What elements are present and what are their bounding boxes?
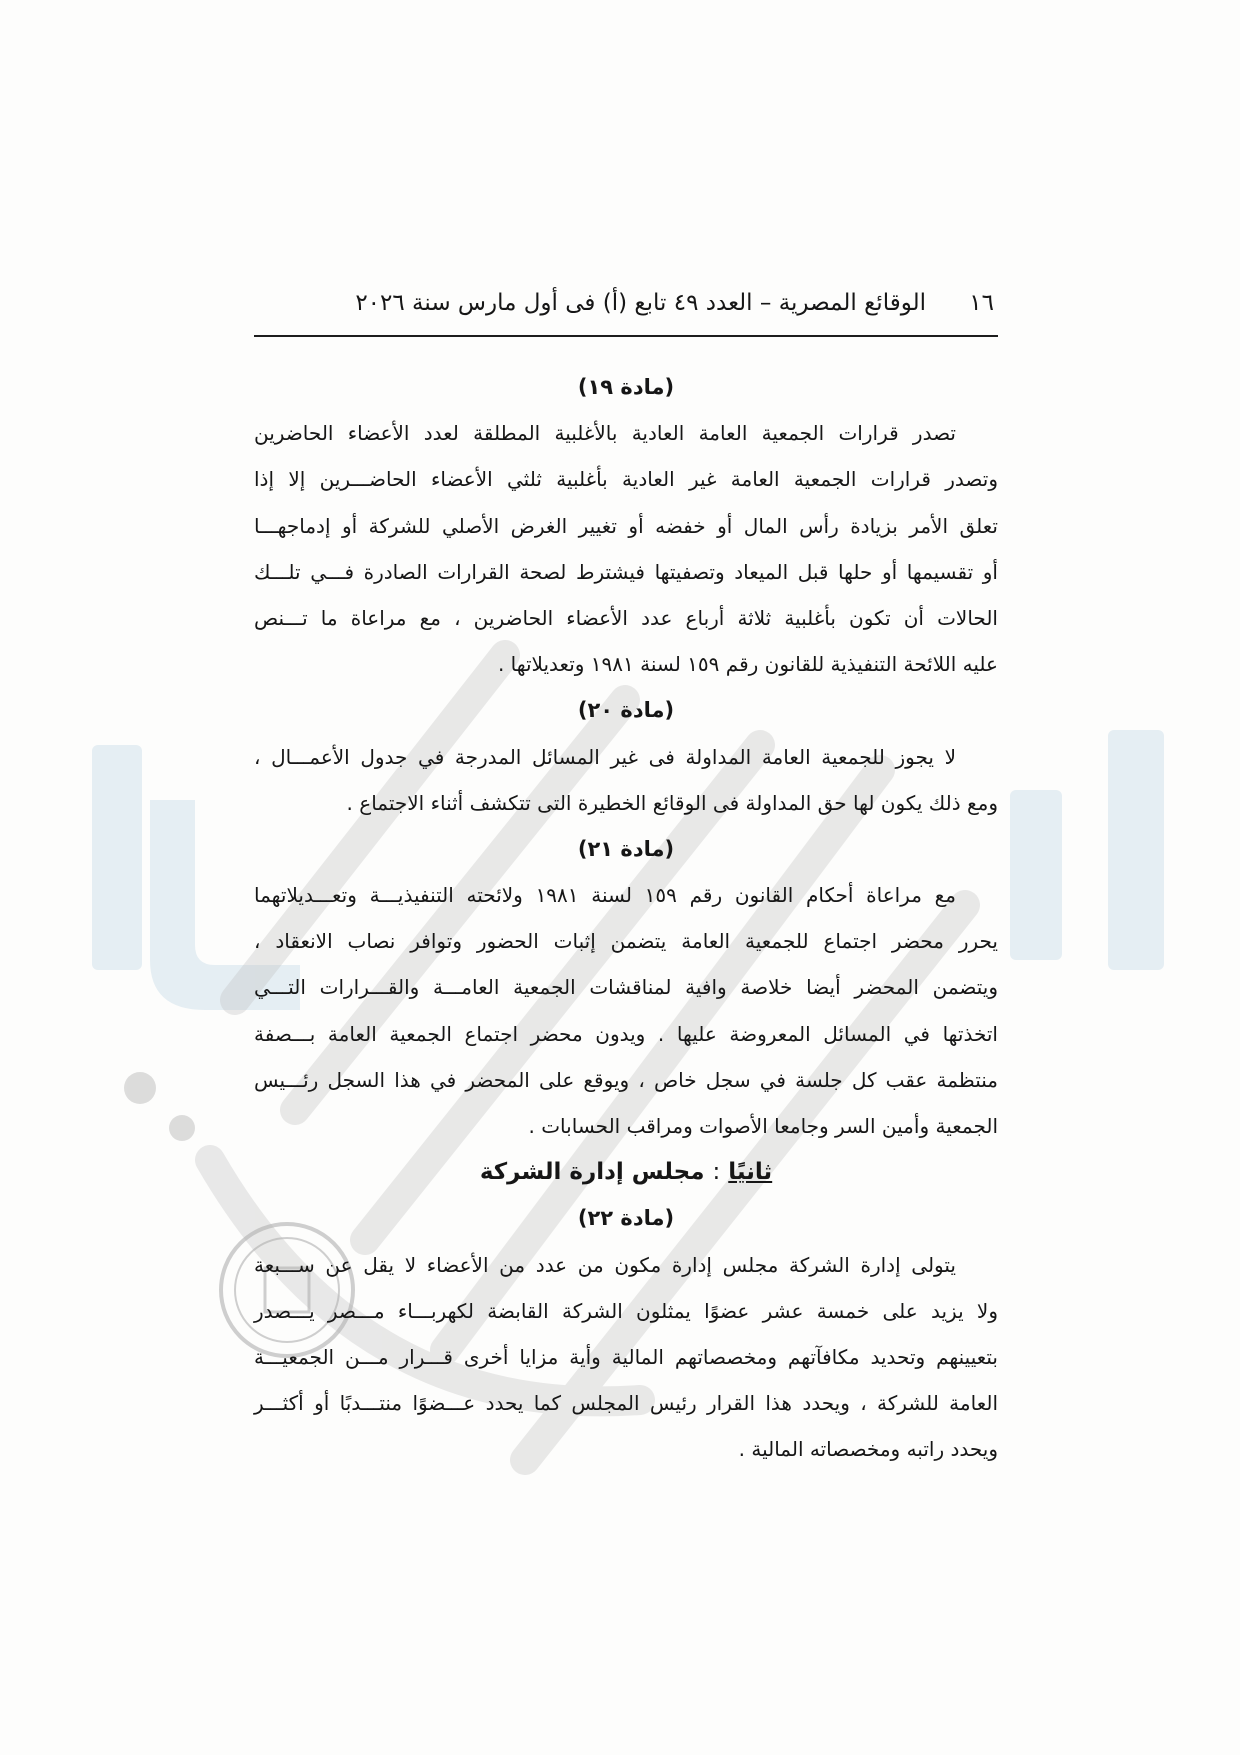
article-22-line: العامة للشركة ، ويحدد هذا القرار رئيس المجلس كما يحدد عـــضوًا منتـــدبًا أو أكثـــر xyxy=(254,1391,998,1416)
article-21-line: ويتضمن المحضر أيضا خلاصة وافية لمناقشات الجمعية العامـــة والقـــرارات التـــي xyxy=(254,975,998,1000)
section-title: مجلس إدارة الشركة xyxy=(479,1159,705,1186)
article-19-line: الحالات أن تكون بأغلبية ثلاثة أرباع عدد الأعضاء الحاضرين ، مع مراعاة ما تـــنص xyxy=(254,605,998,630)
article-19-line: تصدر قرارات الجمعية العامة العادية بالأغلبية المطلقة لعدد الأعضاء الحاضرين xyxy=(254,421,956,446)
article-21-line: اتخذتها في المسائل المعروضة عليها . ويدون محضر اجتماع الجمعية العامة بـــصفة xyxy=(254,1021,998,1046)
page-number: ١٦ xyxy=(969,290,994,316)
article-22-heading: (مادة ٢٢) xyxy=(577,1206,675,1231)
article-21-line: منتظمة عقب كل جلسة في سجل خاص ، ويوقع على المحضر في هذا السجل رئـــيس xyxy=(254,1067,998,1092)
article-22-line: يتولى إدارة الشركة مجلس إدارة مكون من عدد من الأعضاء لا يقل عن ســـبعة xyxy=(254,1252,956,1277)
article-19-line: وتصدر قرارات الجمعية العامة غير العادية بأغلبية ثلثي الأعضاء الحاضـــرين إلا إذا xyxy=(254,467,998,492)
article-20-line: لا يجوز للجمعية العامة المداولة فى غير المسائل المدرجة في جدول الأعمـــال ، xyxy=(254,744,956,769)
section-number: ثانيًا xyxy=(728,1159,773,1186)
page-header xyxy=(254,282,998,324)
article-19-heading: (مادة ١٩) xyxy=(577,375,675,399)
section-heading xyxy=(254,1149,998,1195)
article-21-line: يحرر محضر اجتماع للجمعية العامة يتضمن إثبات الحضور وتوافر نصاب الانعقاد ، xyxy=(254,929,998,954)
section-separator: : xyxy=(712,1159,721,1186)
article-20-heading: (مادة ٢٠) xyxy=(577,698,675,723)
article-21-heading: (مادة ٢١) xyxy=(577,836,675,861)
article-22-line: ولا يزيد على خمسة عشر عضوًا يمثلون الشركة القابضة لكهربـــاء مـــصر يـــصدر xyxy=(254,1298,998,1323)
watermark-blue-bar xyxy=(92,745,142,970)
header-divider xyxy=(254,335,998,337)
article-21-line: الجمعية وأمين السر وجامعا الأصوات ومراقب الحسابات . xyxy=(528,1114,998,1138)
article-21-line: مع مراعاة أحكام القانون رقم ١٥٩ لسنة ١٩٨١ ولائحته التنفيذيـــة وتعـــديلاتهما xyxy=(254,883,956,908)
watermark-blue-bar xyxy=(1010,790,1062,960)
watermark-dot xyxy=(124,1072,156,1104)
article-22-line: ويحدد راتبه ومخصصاته المالية . xyxy=(738,1437,998,1462)
article-19-line: أو تقسيمها أو حلها قبل الميعاد وتصفيتها فيشترط لصحة القرارات الصادرة فـــي تلـــك xyxy=(254,559,998,584)
article-20-line: ومع ذلك يكون لها حق المداولة فى الوقائع الخطيرة التى تتكشف أثناء الاجتماع . xyxy=(346,790,998,815)
watermark-dot xyxy=(169,1115,195,1141)
watermark-dots xyxy=(124,1072,195,1141)
watermark-blue-bar xyxy=(1108,730,1164,970)
article-22-line: بتعيينهم وتحديد مكافآتهم ومخصصاتهم المالية وأية مزايا أخرى قـــرار مـــن الجمعيـــة xyxy=(254,1344,998,1369)
article-19-line: تعلق الأمر بزيادة رأس المال أو خفضه أو تغيير الغرض الأصلي للشركة أو إدماجهـــا xyxy=(254,513,998,538)
article-19-line: عليه اللائحة التنفيذية للقانون رقم ١٥٩ لسنة ١٩٨١ وتعديلاتها . xyxy=(497,652,998,677)
document-body xyxy=(254,364,998,1473)
gazette-issue-title: الوقائع المصرية – العدد ٤٩ تابع (أ) فى أول مارس سنة ٢٠٢٦ xyxy=(355,290,926,316)
